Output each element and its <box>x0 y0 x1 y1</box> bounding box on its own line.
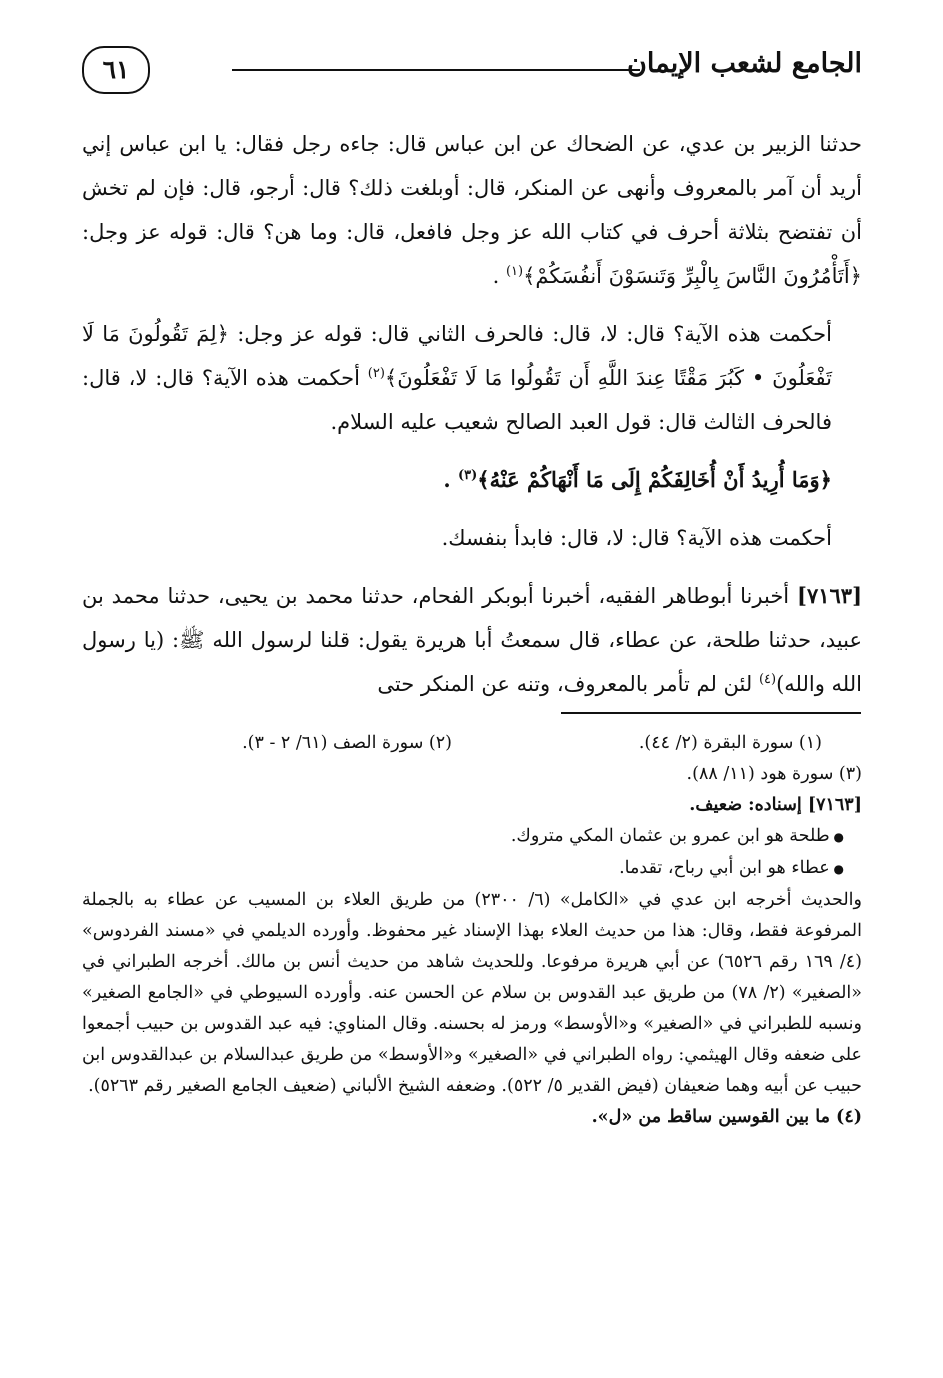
footnote-row <box>82 728 862 759</box>
footnote-commentary: والحديث أخرجه ابن عدي في «الكامل» (٦/ ٢٣٠٠) من طريق العلاء بن المسيب عن عطاء به بالجملة المرفوعة فقط، وقال: هذا من حديث العلاء بهذا الإسناد غير محفوظ. وأورده الديلمي في «مسند الفردوس» (٤/ ١٦٩ رقم ٦٥٢٦) عن أبي هريرة مرفوعا. وللحديث شاهد من حديث أنس بن مالك. أخرجه الطبراني في «الصغير» (٢/ ٧٨) من طريق عبد القدوس بن سلام عن الحسن عنه. وأورده السيوطي في «الجامع الصغير» ونسبه للطبراني في «الصغير» و«الأوسط» ورمز له بحسنه. وقال المناوي: فيه عبد القدوس بن حبيب أجمعوا على ضعفه وقال الهيثمي: رواه الطبراني في «الصغير» و«الأوسط» من طريق عبدالسلام بن عبدالقدوس ابن حبيب عن أبيه وهما ضعيفان (فيض القدير ٥/ ٥٢٢). وضعفه الشيخ الألباني (ضعيف الجامع الصغير رقم ٥٢٦٣). <box>82 890 862 1096</box>
footnote-2: (٢) سورة الصف (٦١/ ٢ - ٣). <box>242 733 452 753</box>
quran-verse <box>82 458 862 502</box>
paragraph-end: . <box>492 264 500 288</box>
hadith-number: [٧١٦٣] <box>797 583 862 608</box>
footnote-bullet: ● عطاء هو ابن أبي رباح، تقدما. <box>82 853 862 885</box>
paragraph-text: أحكمت هذه الآية؟ قال: لا، قال: فالحرف الثاني قال: قوله عز وجل: ﴿لِمَ تَقُولُونَ مَا لَا تَفْعَلُونَ • كَبُرَ مَقْتًا عِندَ اللَّهِ أَن تَقُولُوا مَا لَا تَفْعَلُونَ﴾ <box>82 322 832 390</box>
verse-text: ﴿وَمَا أُرِيدُ أَنْ أُخَالِفَكُمْ إِلَى مَا أَنْهَاكُمْ عَنْهُ﴾ <box>477 467 832 492</box>
running-title: الجامع لشعب الإيمان <box>627 48 862 79</box>
paragraph-text: أحكمت هذه الآية؟ قال: لا، قال: فابدأ بنفسك. <box>441 526 832 550</box>
footnote-bullet: ● طلحة هو ابن عمرو بن عثمان المكي متروك. <box>82 821 862 853</box>
paragraph <box>82 122 862 298</box>
footnote-marker: (١) <box>505 264 524 279</box>
page-header <box>82 40 862 102</box>
footnote-separator <box>561 712 861 714</box>
page-number: ٦١ <box>82 46 150 94</box>
paragraph-end: أحكمت هذه الآية؟ قال: لا، قال: فالحرف الثالث قال: قول العبد الصالح شعيب عليه السلام. <box>82 366 832 434</box>
footnote-4: (٤) ما بين القوسين ساقط من «ل». <box>591 1107 862 1127</box>
footnote-1: (١) سورة البقرة (٢/ ٤٤). <box>638 733 822 753</box>
paragraph <box>82 312 862 444</box>
paragraph <box>82 516 862 560</box>
footnote-marker: (٢) <box>367 366 385 381</box>
paragraph-text: أخبرنا أبوطاهر الفقيه، أخبرنا أبوبكر الفحام، حدثنا محمد بن يحيى، حدثنا محمد بن عبيد، حدثنا طلحة، عن عطاء، قال سمعتُ أبا هريرة يقول: قلنا لرسول الله ﷺ: (يا رسول الله والله) <box>82 584 862 696</box>
footnote-3: (٣) سورة هود (١١/ ٨٨). <box>686 764 862 784</box>
header-rule <box>232 69 640 71</box>
paragraph-text: حدثنا الزبير بن عدي، عن الضحاك عن ابن عباس قال: جاءه رجل فقال: يا ابن عباس إني أريد أن آمر بالمعروف وأنهى عن المنكر، قال: أوبلغت ذلك؟ قال: أرجو، قال: فإن لم تخش أن تفتضح بثلاثة أحرف في كتاب الله عز وجل فافعل، قال: وما هن؟ قال: قوله عز وجل: ﴿أَتَأْمُرُونَ النَّاسَ بِالْبِرِّ وَتَنسَوْنَ أَنفُسَكُمْ﴾ <box>82 132 862 288</box>
footnote-isnad: [٧١٦٣] إسناده: ضعيف. <box>689 795 862 815</box>
paragraph-end: لئن لم تأمر بالمعروف، وتنه عن المنكر حتى <box>377 672 753 696</box>
footnote-marker: (٣) <box>457 468 478 483</box>
main-text <box>82 122 862 706</box>
footnotes <box>82 728 862 1133</box>
paragraph <box>82 574 862 706</box>
paragraph-end: . <box>443 467 451 492</box>
footnote-marker: (٤) <box>758 672 777 687</box>
